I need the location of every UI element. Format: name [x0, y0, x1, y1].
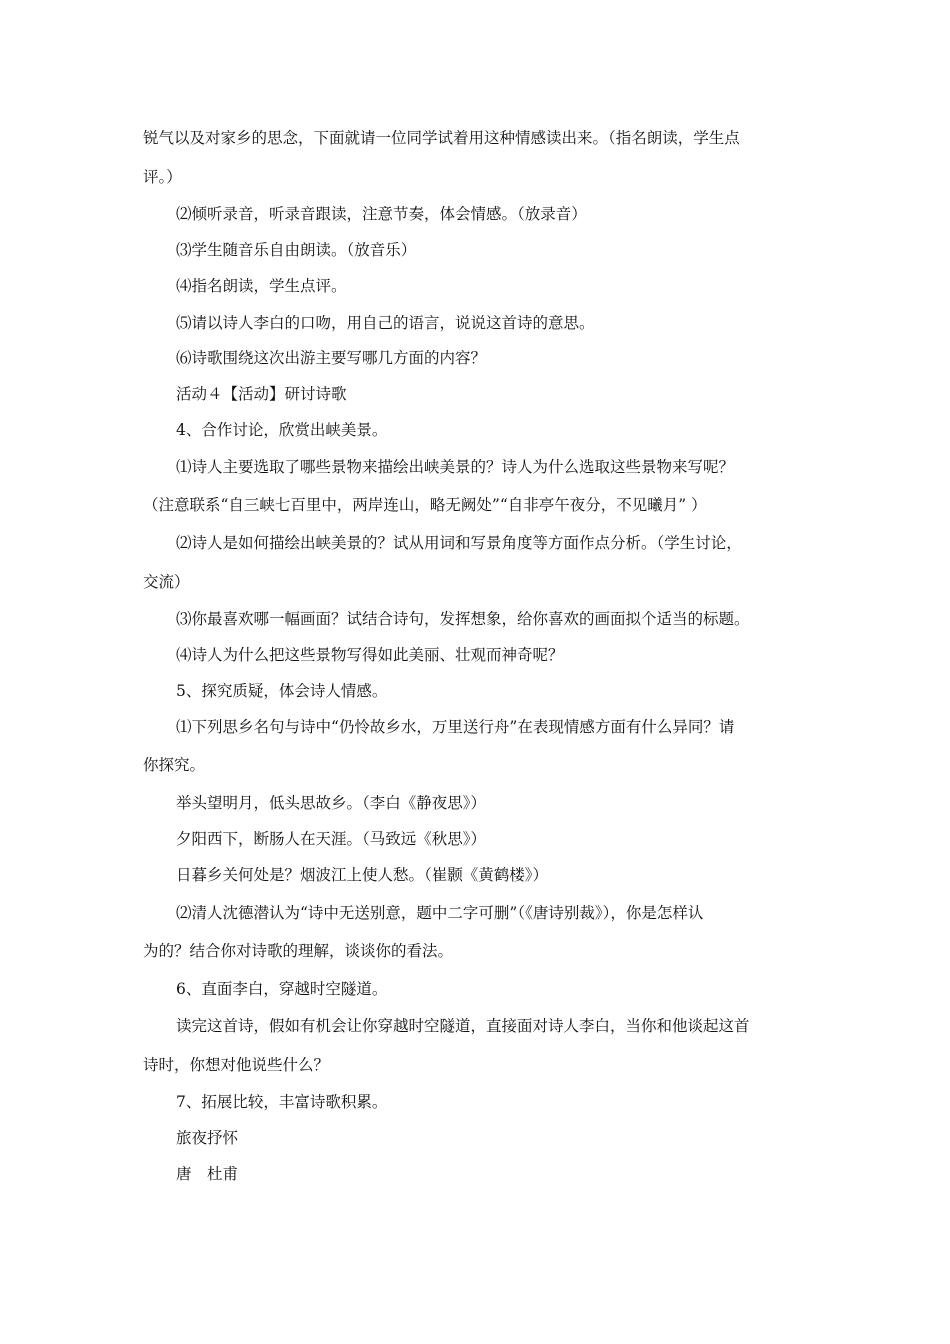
poem-title: 旅夜抒怀 — [176, 1129, 239, 1147]
paragraph-line: 读完这首诗，假如有机会让你穿越时空隧道，直接面对诗人李白，当你和他谈起这首 — [176, 1017, 750, 1035]
paragraph-line: ⑵清人沈德潜认为“诗中无送别意，题中二字可删”（《唐诗别裁》），你是怎样认 — [176, 904, 704, 922]
paragraph-line: 你探究。 — [143, 756, 206, 774]
paragraph-line: ⑵诗人是如何描绘出峡美景的？试从用词和写景角度等方面作点分析。（学生讨论， — [176, 534, 742, 552]
paragraph-line: 7、拓展比较，丰富诗歌积累。 — [176, 1093, 388, 1111]
paragraph-line: ⑵倾听录音，听录音跟读，注意节奏，体会情感。（放录音） — [176, 205, 587, 223]
paragraph-line: ⑶你最喜欢哪一幅画面？试结合诗句，发挥想象，给你喜欢的画面拟个适当的标题。 — [176, 610, 750, 628]
paragraph-line: 诗时，你想对他说些什么？ — [143, 1056, 330, 1074]
paragraph-line: ⑹诗歌围绕这次出游主要写哪几方面的内容？ — [176, 349, 487, 367]
paragraph-line: （注意联系“自三峡七百里中，两岸连山，略无阙处”“自非亭午夜分，不见曦月” ） — [143, 496, 707, 514]
paragraph-line: 交流） — [143, 573, 190, 591]
paragraph-line: ⑸请以诗人李白的口吻，用自己的语言，说说这首诗的意思。 — [176, 314, 595, 332]
paragraph-line: 为的？结合你对诗歌的理解，谈谈你的看法。 — [143, 942, 454, 960]
paragraph-line: 5、探究质疑，体会诗人情感。 — [176, 682, 388, 700]
paragraph-line: ⑷诗人为什么把这些景物写得如此美丽、壮观而神奇呢？ — [176, 646, 564, 664]
paragraph-line: 6、直面李白，穿越时空隧道。 — [176, 980, 388, 998]
paragraph-line: ⑴下列思乡名句与诗中“仍怜故乡水，万里送行舟”在表现情感方面有什么异同？请 — [176, 718, 735, 736]
paragraph-line: ⑶学生随音乐自由朗读。（放音乐） — [176, 241, 417, 259]
paragraph-line: 评。） — [143, 168, 182, 186]
paragraph-line: 4、合作讨论，欣赏出峡美景。 — [176, 421, 388, 439]
section-heading: 活动４【活动】研讨诗歌 — [176, 385, 347, 403]
paragraph-line: 锐气以及对家乡的思念，下面就请一位同学试着用这种情感读出来。（指名朗读，学生点 — [143, 129, 740, 147]
quoted-verse: 举头望明月，低头思故乡。（李白《静夜思》） — [176, 794, 487, 812]
quoted-verse: 夕阳西下，断肠人在天涯。（马致远《秋思》） — [176, 830, 487, 848]
paragraph-line: ⑴诗人主要选取了哪些景物来描绘出峡美景的？诗人为什么选取这些景物来写呢？ — [176, 458, 735, 476]
quoted-verse: 日暮乡关何处是？烟波江上使人愁。（崔颢《黄鹤楼》） — [176, 866, 549, 884]
paragraph-line: ⑷指名朗读，学生点评。 — [176, 277, 347, 295]
poem-author: 唐 杜甫 — [176, 1165, 239, 1183]
